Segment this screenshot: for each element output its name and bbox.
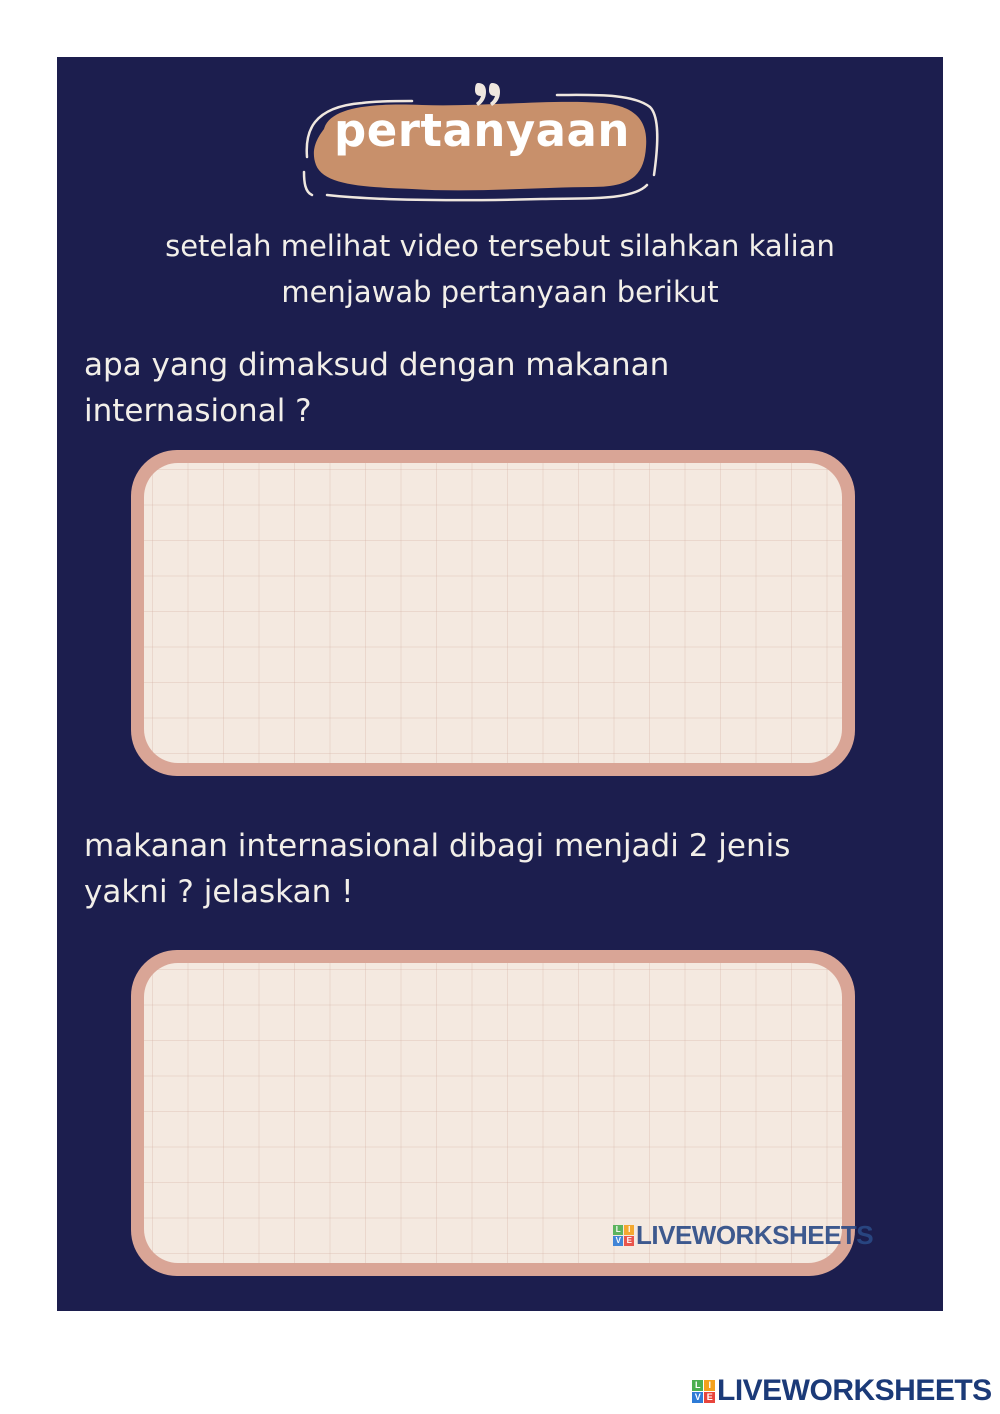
question-2-line-2: yakni ? jelaskan ! [84, 874, 354, 910]
question-1-line-2: internasional ? [84, 393, 312, 429]
instructions-text [97, 223, 903, 315]
answer-area-1[interactable] [144, 463, 842, 763]
footer-logo-text: LIVEWORKSHEETS [717, 1374, 992, 1407]
page-title: pertanyaan [334, 104, 630, 157]
question-1-line-1: apa yang dimaksud dengan makanan [84, 347, 670, 383]
footer-logo[interactable] [692, 1374, 992, 1408]
quote-mark-right [489, 83, 500, 106]
watermark-text: LIVEWORKSHEETS [636, 1220, 874, 1250]
title-badge [302, 77, 662, 207]
answer-box-1[interactable] [131, 450, 855, 776]
liveworksheets-mark-icon: L I V E [692, 1380, 715, 1403]
liveworksheets-mark-icon: L I V E [613, 1225, 634, 1246]
badge-outline-left-lower [304, 172, 312, 195]
question-2 [84, 823, 844, 915]
question-2-line-1: makanan internasional dibagi menjadi 2 jenis [84, 828, 791, 864]
answer-area-2[interactable] [144, 963, 842, 1263]
quote-mark-left [475, 83, 486, 106]
question-1 [84, 342, 844, 434]
instructions-line-2: menjawab pertanyaan berikut [281, 275, 719, 309]
worksheet-page [57, 57, 943, 1311]
instructions-line-1: setelah melihat video tersebut silahkan kalian [165, 229, 835, 263]
watermark-logo [613, 1220, 873, 1251]
